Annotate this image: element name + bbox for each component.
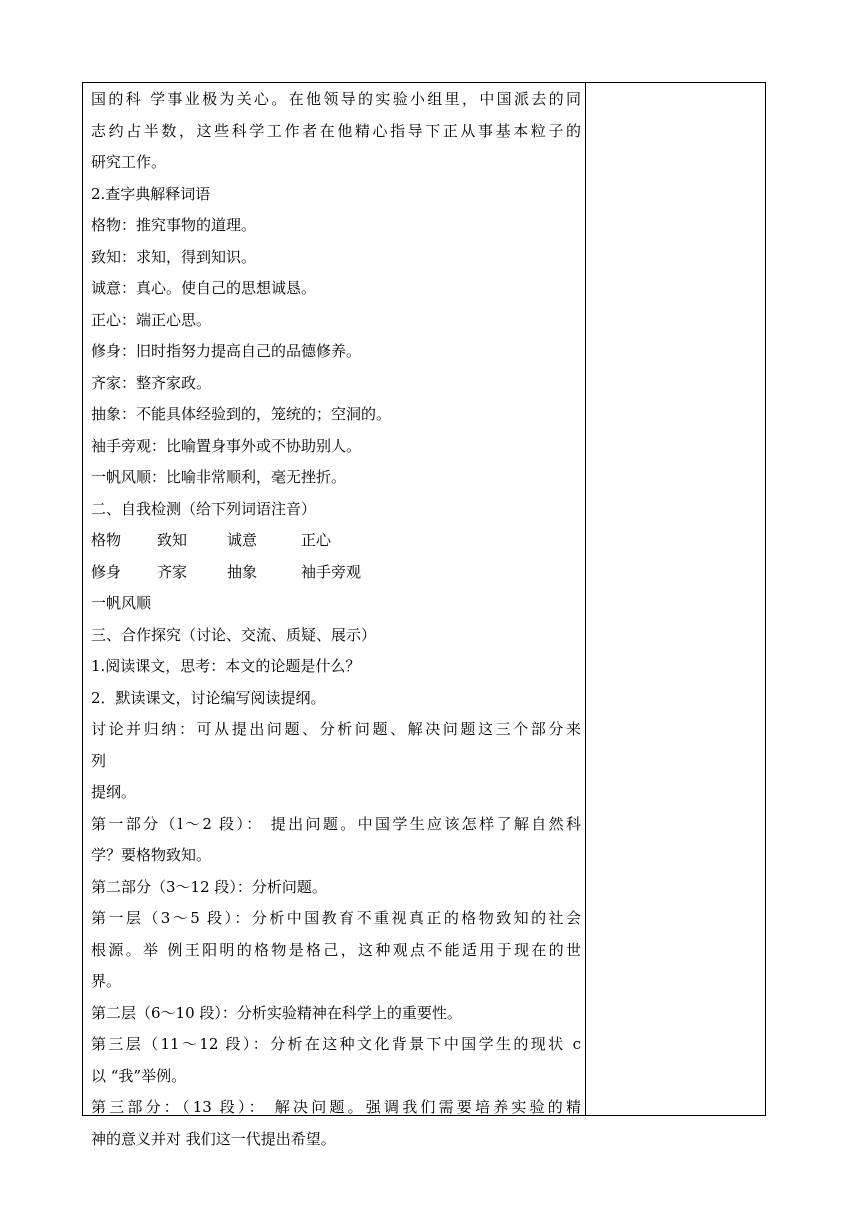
text-line: 第一部分（l～2 段）： 提出问题。中国学生应该怎样了解自然科 <box>91 814 581 833</box>
text-line: 志约占半数，这些科学工作者在他精心指导下正从事基本粒子的 <box>91 121 581 140</box>
text-line: 列 <box>91 751 107 770</box>
text-line: 学？要格物致知。 <box>91 846 212 864</box>
notes-cell <box>587 83 765 1115</box>
definition-line: 正心：端正心思。 <box>91 310 212 329</box>
text-line: 国的科 学事业极为关心。在他领导的实验小组里，中国派去的同 <box>91 90 581 108</box>
section-heading: 二、自我检测（给下列词语注音） <box>91 499 317 518</box>
word-row <box>91 557 581 589</box>
word-item: 格物 <box>91 531 122 549</box>
word-item: 袖手旁观 <box>301 562 362 581</box>
word-item: 抽象 <box>227 562 258 581</box>
text-line: 神的意义并对 我们这一代提出希望。 <box>91 1129 336 1148</box>
text-line: 第二层（6～10 段）：分析实验精神在科学上的重要性。 <box>91 1003 462 1022</box>
text-line: 一帆风顺 <box>91 594 152 612</box>
definition-line: 修身：旧时指努力提高自己的品德修养。 <box>91 342 362 360</box>
word-row <box>91 525 581 557</box>
text-line: 第二部分（3～12 段）：分析问题。 <box>91 877 327 896</box>
text-line: 讨论并归纳：可从提出问题、分析问题、解决问题这三个部分来 <box>91 720 581 738</box>
definition-line: 一帆风顺：比喻非常顺利，毫无挫折。 <box>91 468 347 486</box>
word-item: 修身 <box>91 562 122 581</box>
column-divider <box>585 83 586 1115</box>
text-line: 第三层（11～12 段）：分析在这种文化背景下中国学生的现状 c <box>91 1035 581 1053</box>
section-heading: 2.查字典解释词语 <box>91 184 211 203</box>
lesson-table <box>82 82 766 1148</box>
word-item: 齐家 <box>157 562 188 581</box>
text-line: 1.阅读课文，思考：本文的论题是什么？ <box>91 657 361 675</box>
text-line: 2．默读课文，讨论编写阅读提纲。 <box>91 688 326 707</box>
word-item: 致知 <box>157 531 188 549</box>
section-heading: 三、合作探究（讨论、交流、质疑、展示） <box>91 625 377 644</box>
definition-line: 抽象：不能具体经验到的，笼统的；空洞的。 <box>91 405 392 423</box>
definition-line: 袖手旁观：比喻置身事外或不协助别人。 <box>91 436 362 455</box>
text-line: 研究工作。 <box>91 153 167 171</box>
definition-line: 诚意：真心。使自己的思想诚恳。 <box>91 279 317 297</box>
content-cell <box>91 84 581 1155</box>
text-line: 根源。举 例王阳明的格物是格己，这种观点不能适用于现在的世 <box>91 940 581 959</box>
text-line: 提纲。 <box>91 783 137 801</box>
text-line: 以 “我”举例。 <box>91 1066 187 1085</box>
word-item: 诚意 <box>227 531 258 549</box>
text-line: 第一层（3～5 段）：分析中国教育不重视真正的格物致知的社会 <box>91 909 581 927</box>
definition-line: 齐家：整齐家政。 <box>91 373 212 392</box>
definition-line: 致知：求知，得到知识。 <box>91 247 257 266</box>
text-line: 界。 <box>91 972 122 990</box>
definition-line: 格物：推究事物的道理。 <box>91 216 257 234</box>
word-item: 正心 <box>301 531 332 549</box>
text-line: 第三部分：（13 段）： 解决问题。强调我们需要培养实验的精 <box>91 1098 581 1116</box>
